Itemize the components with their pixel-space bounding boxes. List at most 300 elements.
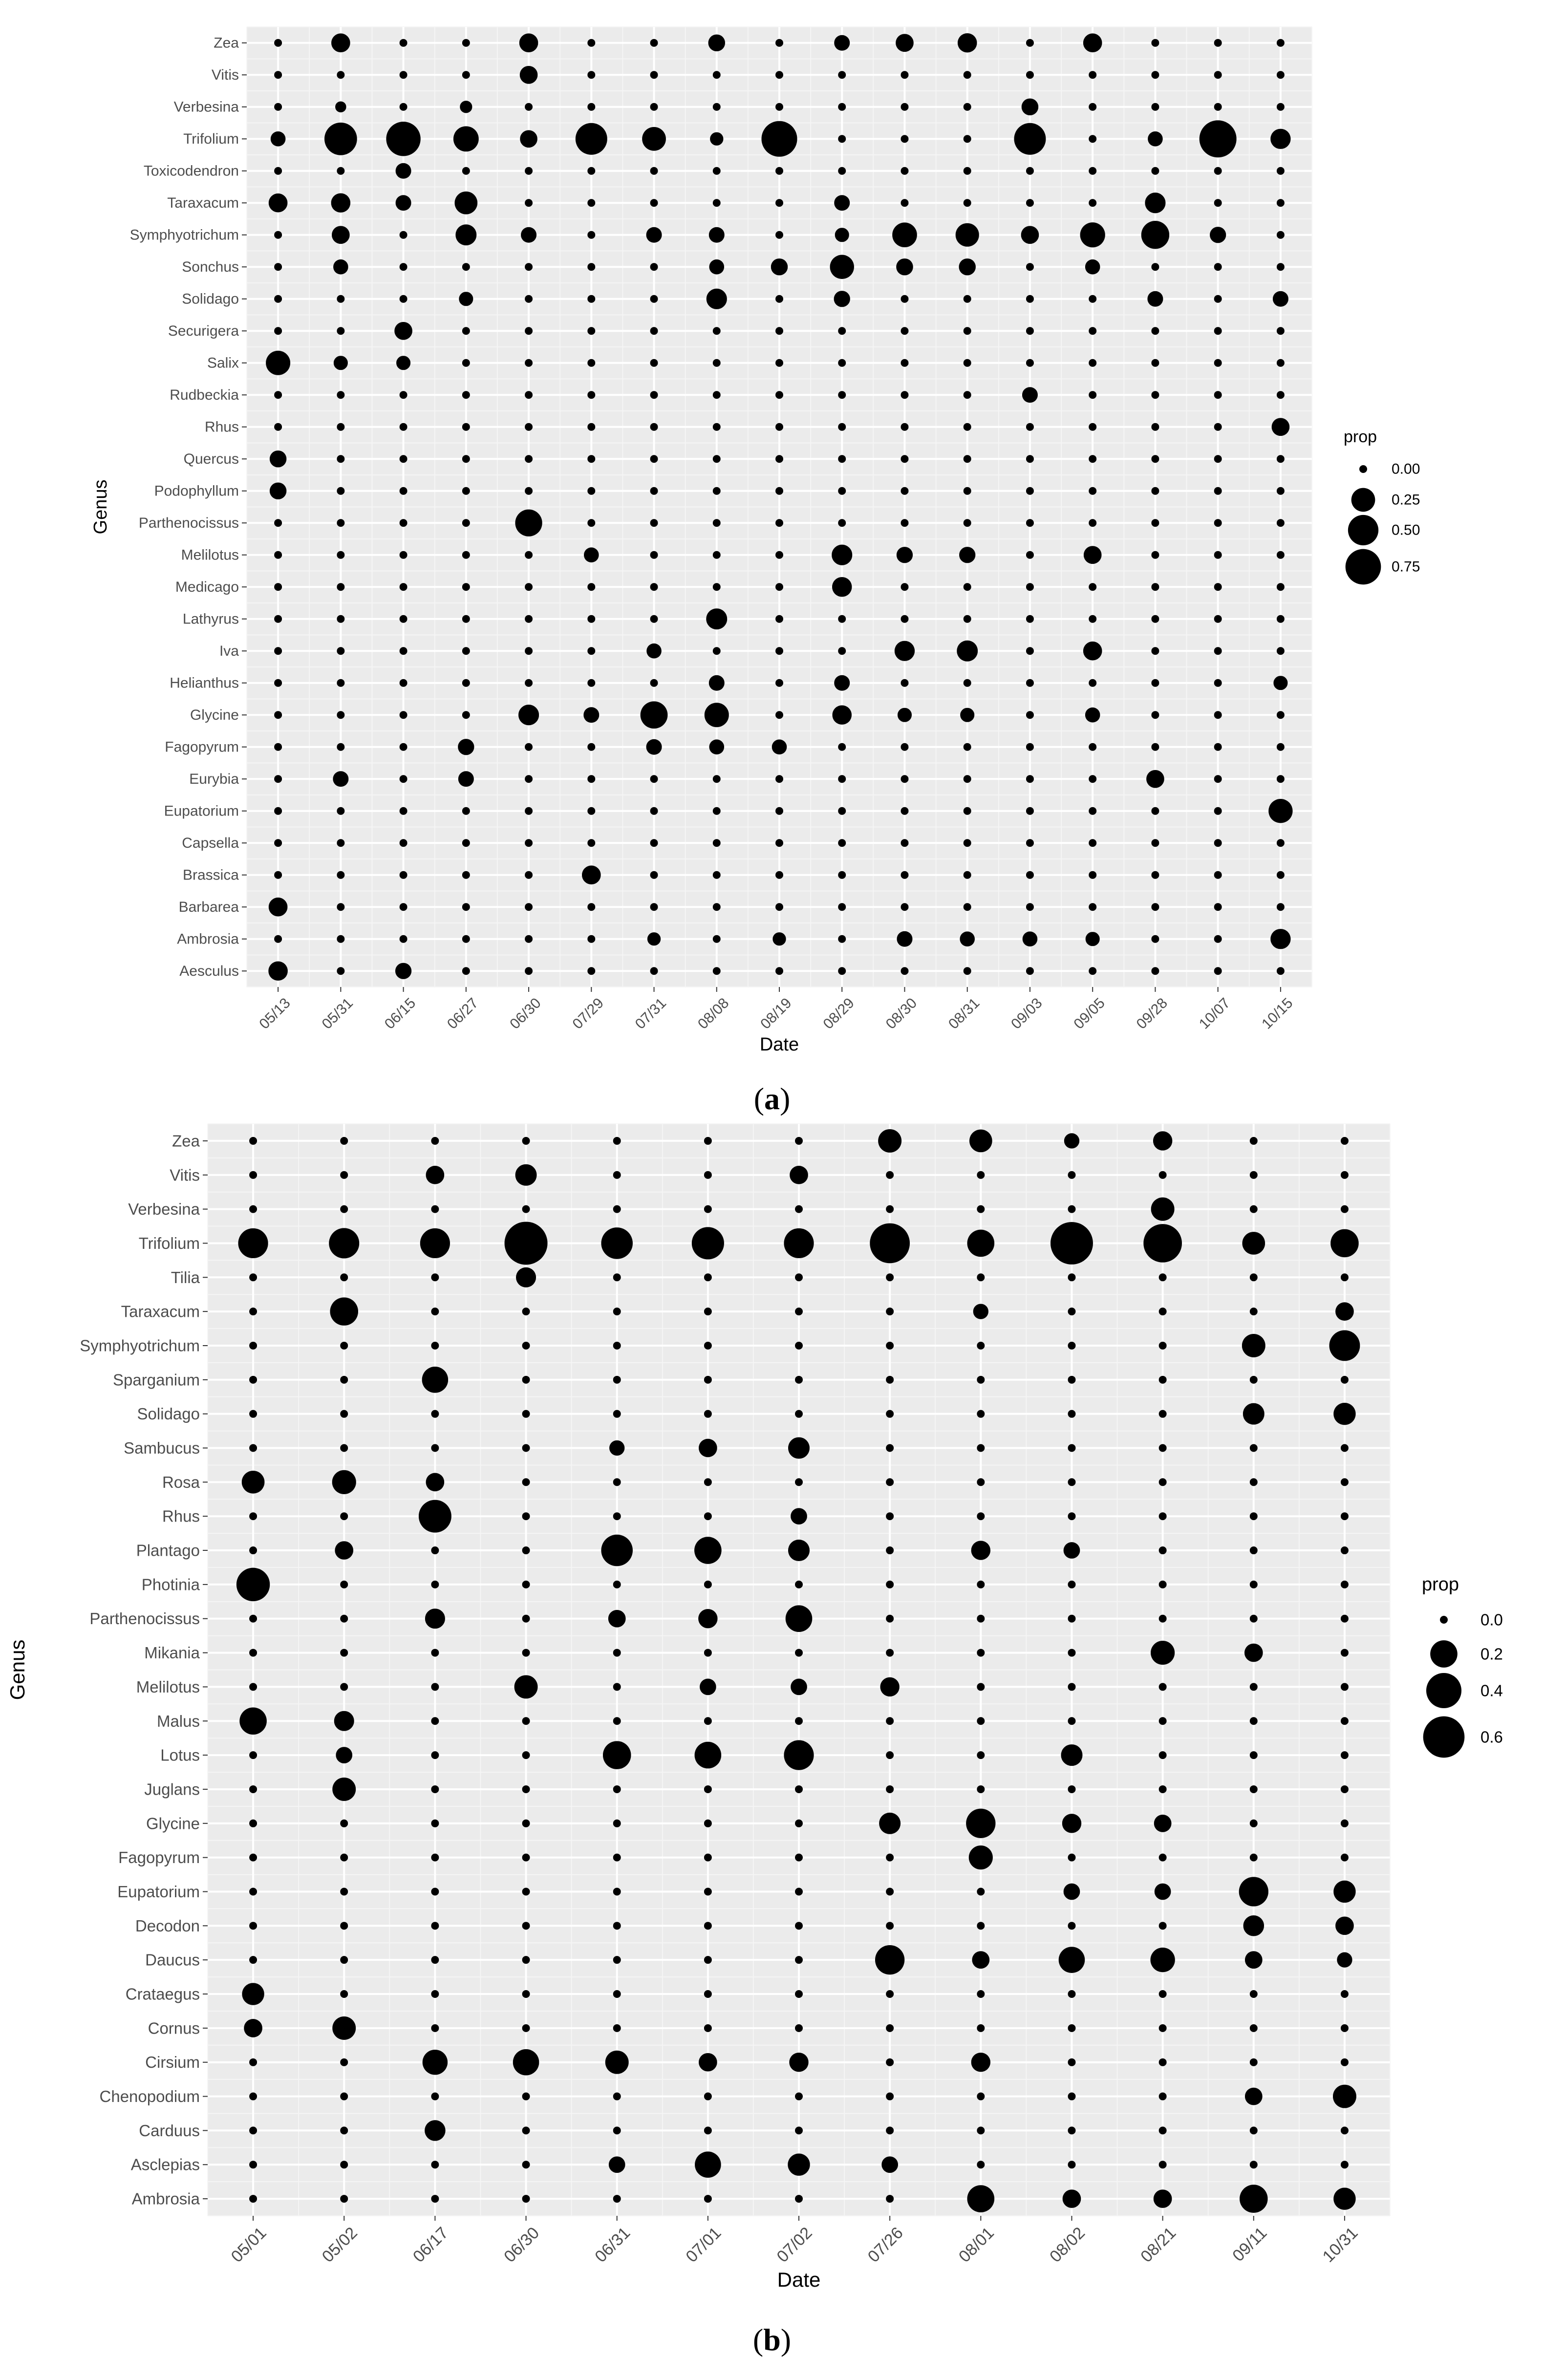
data-point	[395, 963, 411, 979]
data-point	[1214, 487, 1222, 495]
data-point	[1068, 1512, 1075, 1520]
data-point	[704, 2024, 712, 2032]
data-point	[775, 167, 783, 175]
y-tick-label: Fagopyrum	[118, 1848, 200, 1867]
data-point	[1341, 1581, 1349, 1588]
legend-label: 0.0	[1480, 1610, 1503, 1629]
data-point	[700, 1679, 716, 1695]
data-point	[788, 1540, 810, 1561]
data-point	[431, 1273, 439, 1281]
data-point	[460, 101, 472, 113]
data-point	[608, 1610, 626, 1628]
data-point	[1151, 743, 1159, 751]
x-tick-label: 09/05	[1071, 995, 1108, 1032]
data-point	[1341, 1854, 1349, 1862]
data-point	[249, 1956, 257, 1964]
data-point	[587, 487, 595, 495]
data-point	[650, 871, 658, 879]
data-point	[886, 1342, 894, 1350]
data-point	[973, 1304, 988, 1319]
data-point	[1277, 167, 1285, 175]
x-tick-label: 05/31	[319, 995, 357, 1032]
data-point	[1014, 123, 1046, 155]
data-point	[613, 1683, 621, 1691]
panel-b	[6, 1124, 1503, 2357]
data-point	[1250, 1717, 1258, 1725]
data-point	[249, 1546, 257, 1554]
data-point	[425, 2120, 446, 2141]
data-point	[587, 391, 595, 399]
legend	[1422, 1574, 1503, 1758]
data-point	[838, 615, 846, 623]
data-point	[1268, 799, 1292, 823]
data-point	[1250, 1205, 1258, 1213]
data-point	[522, 1717, 530, 1725]
data-point	[269, 898, 288, 917]
data-point	[650, 807, 658, 815]
data-point	[650, 519, 658, 527]
data-point	[587, 327, 595, 335]
data-point	[964, 839, 971, 847]
data-point	[1341, 1171, 1349, 1179]
data-point	[886, 1751, 894, 1759]
data-point	[1068, 1649, 1075, 1657]
data-point	[1026, 711, 1034, 719]
data-point	[1151, 167, 1159, 175]
data-point	[879, 1813, 901, 1834]
data-point	[835, 228, 849, 242]
data-point	[1277, 839, 1285, 847]
data-point	[522, 1478, 530, 1486]
data-point	[795, 1887, 803, 1895]
legend-label: 0.50	[1392, 522, 1420, 538]
data-point	[870, 1223, 910, 1264]
data-point	[1151, 39, 1159, 47]
data-point	[249, 1137, 257, 1145]
y-tick-label: Daucus	[145, 1951, 200, 1969]
data-point	[650, 615, 658, 623]
data-point	[650, 967, 658, 975]
data-point	[1089, 167, 1096, 175]
data-point	[613, 1273, 621, 1281]
data-point	[400, 231, 407, 239]
data-point	[1214, 295, 1222, 303]
data-point	[522, 1785, 530, 1793]
data-point	[331, 193, 351, 213]
data-point	[977, 1751, 985, 1759]
data-point	[340, 2195, 348, 2203]
x-tick-label: 08/21	[1137, 2223, 1180, 2266]
data-point	[1341, 1478, 1349, 1486]
data-point	[458, 739, 474, 755]
data-point	[462, 839, 470, 847]
data-point	[462, 935, 470, 943]
data-point	[274, 39, 282, 47]
legend-label: 0.25	[1392, 492, 1420, 508]
data-point	[1068, 1273, 1075, 1281]
data-point	[878, 1129, 901, 1153]
x-tick-label: 10/15	[1259, 995, 1296, 1032]
data-point	[1341, 1137, 1349, 1145]
data-point	[713, 583, 721, 591]
y-tick-label: Helianthus	[170, 675, 239, 691]
data-point	[650, 71, 658, 79]
data-point	[340, 2093, 348, 2101]
data-point	[274, 839, 282, 847]
data-point	[964, 519, 971, 527]
data-point	[1239, 1877, 1268, 1906]
data-point	[795, 2024, 803, 2032]
data-point	[901, 167, 908, 175]
data-point	[266, 351, 290, 375]
data-point	[713, 71, 721, 79]
data-point	[1341, 1649, 1349, 1657]
data-point	[1245, 1951, 1263, 1969]
data-point	[775, 679, 783, 687]
data-point	[901, 967, 908, 975]
data-point	[587, 679, 595, 687]
y-tick-label: Malus	[156, 1712, 200, 1730]
data-point	[340, 1376, 348, 1384]
data-point	[587, 583, 595, 591]
data-point	[274, 295, 282, 303]
data-point	[525, 615, 533, 623]
data-point	[1159, 1546, 1167, 1554]
data-point	[704, 1717, 712, 1725]
data-point	[838, 743, 846, 751]
data-point	[1159, 1444, 1167, 1452]
data-point	[1068, 1444, 1075, 1452]
data-point	[522, 1615, 530, 1623]
y-axis-title: Genus	[90, 479, 111, 535]
y-tick-label: Photinia	[141, 1575, 200, 1594]
y-tick-label: Crataegus	[125, 1985, 200, 2003]
data-point	[977, 2161, 985, 2168]
data-point	[886, 2126, 894, 2134]
data-point	[1089, 391, 1096, 399]
data-point	[400, 455, 407, 463]
data-point	[1089, 199, 1096, 207]
data-point	[249, 2058, 257, 2066]
data-point	[462, 807, 470, 815]
data-point	[419, 1500, 451, 1533]
data-point	[249, 1205, 257, 1213]
data-point	[274, 519, 282, 527]
data-point	[1089, 487, 1096, 495]
data-point	[431, 2093, 439, 2101]
data-point	[1245, 2088, 1263, 2105]
data-point	[713, 167, 721, 175]
data-point	[249, 1683, 257, 1691]
data-point	[333, 259, 348, 275]
legend-key	[1351, 488, 1375, 512]
data-point	[1026, 455, 1034, 463]
data-point	[838, 327, 846, 335]
data-point	[337, 679, 344, 687]
data-point	[1151, 455, 1159, 463]
data-point	[601, 1227, 633, 1259]
data-point	[431, 1444, 439, 1452]
data-point	[775, 231, 783, 239]
data-point	[1151, 423, 1159, 431]
data-point	[838, 935, 846, 943]
data-point	[775, 519, 783, 527]
data-point	[886, 2024, 894, 2032]
data-point	[791, 1508, 807, 1524]
data-point	[516, 1267, 536, 1287]
data-point	[901, 455, 908, 463]
data-point	[788, 2154, 810, 2176]
data-point	[784, 1228, 814, 1258]
data-point	[646, 739, 662, 755]
data-point	[613, 2195, 621, 2203]
data-point	[834, 675, 850, 691]
data-point	[400, 103, 407, 111]
data-point	[1341, 2024, 1349, 2032]
data-point	[1086, 932, 1100, 946]
data-point	[522, 1820, 530, 1827]
data-point	[249, 1785, 257, 1793]
data-point	[1089, 135, 1096, 143]
data-point	[426, 1473, 445, 1492]
y-tick-label: Eupatorium	[164, 803, 239, 819]
y-tick-label: Solidago	[137, 1405, 200, 1423]
y-tick-label: Brassica	[182, 867, 239, 883]
data-point	[775, 487, 783, 495]
data-point	[964, 359, 971, 367]
data-point	[337, 391, 344, 399]
data-point	[1089, 455, 1096, 463]
data-point	[713, 903, 721, 911]
data-point	[400, 487, 407, 495]
data-point	[1341, 1820, 1349, 1827]
data-point	[332, 226, 350, 244]
data-point	[1085, 259, 1100, 275]
data-point	[713, 199, 721, 207]
data-point	[977, 1512, 985, 1520]
data-point	[337, 423, 344, 431]
data-point	[1026, 359, 1034, 367]
data-point	[977, 1444, 985, 1452]
data-point	[713, 423, 721, 431]
y-tick-label: Juglans	[144, 1780, 200, 1799]
data-point	[400, 39, 407, 47]
data-point	[249, 1820, 257, 1827]
data-point	[838, 807, 846, 815]
data-point	[459, 292, 473, 306]
y-tick-label: Eurybia	[189, 771, 239, 787]
data-point	[795, 1649, 803, 1657]
data-point	[886, 1615, 894, 1623]
data-point	[522, 1854, 530, 1862]
data-point	[704, 1887, 712, 1895]
data-point	[525, 871, 533, 879]
data-point	[1159, 1990, 1167, 1998]
data-point	[1159, 1308, 1167, 1315]
data-point	[964, 71, 971, 79]
data-point	[613, 1854, 621, 1862]
panel-a	[90, 27, 1420, 1116]
data-point	[1026, 615, 1034, 623]
y-tick-label: Rosa	[162, 1473, 200, 1491]
data-point	[886, 1410, 894, 1418]
data-point	[249, 1308, 257, 1315]
y-tick-label: Medicago	[175, 579, 239, 595]
data-point	[838, 967, 846, 975]
data-point	[1151, 551, 1159, 559]
data-point	[1159, 1922, 1167, 1930]
data-point	[1335, 1916, 1354, 1935]
data-point	[1089, 71, 1096, 79]
data-point	[1214, 263, 1222, 271]
data-point	[694, 1537, 722, 1564]
data-point	[1159, 2093, 1167, 2101]
legend-key	[1346, 549, 1381, 585]
data-point	[704, 1956, 712, 1964]
data-point	[396, 195, 411, 211]
data-point	[838, 839, 846, 847]
y-tick-label: Lotus	[160, 1746, 200, 1764]
data-point	[522, 1922, 530, 1930]
data-point	[458, 771, 474, 787]
data-point	[337, 839, 344, 847]
data-point	[605, 2051, 629, 2074]
data-point	[1089, 839, 1096, 847]
data-point	[977, 2126, 985, 2134]
data-point	[1089, 519, 1096, 527]
data-point	[613, 1137, 621, 1145]
data-point	[274, 231, 282, 239]
data-point	[274, 551, 282, 559]
legend-key	[1359, 465, 1367, 473]
y-tick-label: Capsella	[182, 835, 239, 851]
data-point	[525, 903, 533, 911]
data-point	[462, 263, 470, 271]
y-tick-label: Salix	[207, 355, 239, 371]
y-tick-label: Melilotus	[181, 547, 239, 563]
data-point	[713, 647, 721, 655]
x-axis-title: Date	[777, 2268, 821, 2291]
data-point	[587, 39, 595, 47]
data-point	[613, 1990, 621, 1998]
data-point	[1277, 551, 1285, 559]
panel-caption: (a)	[753, 1081, 791, 1116]
data-point	[886, 1785, 894, 1793]
data-point	[1214, 167, 1222, 175]
data-point	[1026, 263, 1034, 271]
data-point	[337, 551, 344, 559]
data-point	[704, 1990, 712, 1998]
data-point	[249, 1342, 257, 1350]
data-point	[587, 231, 595, 239]
x-tick-label: 06/30	[507, 995, 544, 1032]
data-point	[1084, 546, 1102, 564]
data-point	[400, 391, 407, 399]
data-point	[875, 1945, 904, 1974]
data-point	[1250, 2024, 1258, 2032]
data-point	[1250, 1512, 1258, 1520]
legend-key	[1426, 1673, 1461, 1708]
data-point	[901, 839, 908, 847]
data-point	[834, 291, 850, 307]
data-point	[1214, 199, 1222, 207]
y-tick-label: Vitis	[170, 1166, 200, 1184]
y-tick-label: Verbesina	[173, 99, 239, 115]
data-point	[1250, 2161, 1258, 2168]
x-tick-label: 08/29	[820, 995, 858, 1032]
data-point	[713, 775, 721, 783]
data-point	[1250, 1854, 1258, 1862]
data-point	[1159, 2024, 1167, 2032]
data-point	[462, 391, 470, 399]
data-point	[336, 1747, 352, 1763]
data-point	[525, 775, 533, 783]
data-point	[698, 1609, 717, 1628]
data-point	[901, 359, 908, 367]
data-point	[386, 122, 420, 156]
data-point	[1151, 359, 1159, 367]
data-point	[650, 551, 658, 559]
data-point	[1089, 775, 1096, 783]
data-point	[1089, 295, 1096, 303]
data-point	[795, 1137, 803, 1145]
data-point	[838, 903, 846, 911]
data-point	[761, 121, 797, 157]
data-point	[977, 2093, 985, 2101]
data-point	[901, 775, 908, 783]
data-point	[886, 1922, 894, 1930]
data-point	[522, 1137, 530, 1145]
y-axis-title: Genus	[6, 1639, 29, 1700]
data-point	[337, 615, 344, 623]
data-point	[1341, 1615, 1349, 1623]
data-point	[1333, 1403, 1355, 1425]
data-point	[960, 931, 975, 946]
data-point	[613, 1922, 621, 1930]
data-point	[587, 71, 595, 79]
data-point	[1068, 1308, 1075, 1315]
data-point	[337, 807, 344, 815]
data-point	[713, 359, 721, 367]
data-point	[1062, 1814, 1081, 1833]
data-point	[522, 1546, 530, 1554]
data-point	[704, 1171, 712, 1179]
data-point	[1068, 1785, 1075, 1793]
data-point	[1214, 583, 1222, 591]
data-point	[1214, 359, 1222, 367]
data-point	[1089, 103, 1096, 111]
data-point	[1151, 263, 1159, 271]
data-point	[1153, 1131, 1172, 1150]
data-point	[1089, 903, 1096, 911]
data-point	[455, 224, 476, 245]
data-point	[400, 551, 407, 559]
data-point	[892, 222, 917, 247]
data-point	[613, 1376, 621, 1384]
data-point	[274, 711, 282, 719]
data-point	[704, 1649, 712, 1657]
data-point	[704, 1922, 712, 1930]
data-point	[340, 1444, 348, 1452]
data-point	[838, 71, 846, 79]
data-point	[1214, 71, 1222, 79]
data-point	[1250, 1137, 1258, 1145]
data-point	[1159, 1615, 1167, 1623]
data-point	[641, 701, 668, 729]
data-point	[462, 903, 470, 911]
data-point	[896, 34, 914, 52]
data-point	[1068, 2126, 1075, 2134]
